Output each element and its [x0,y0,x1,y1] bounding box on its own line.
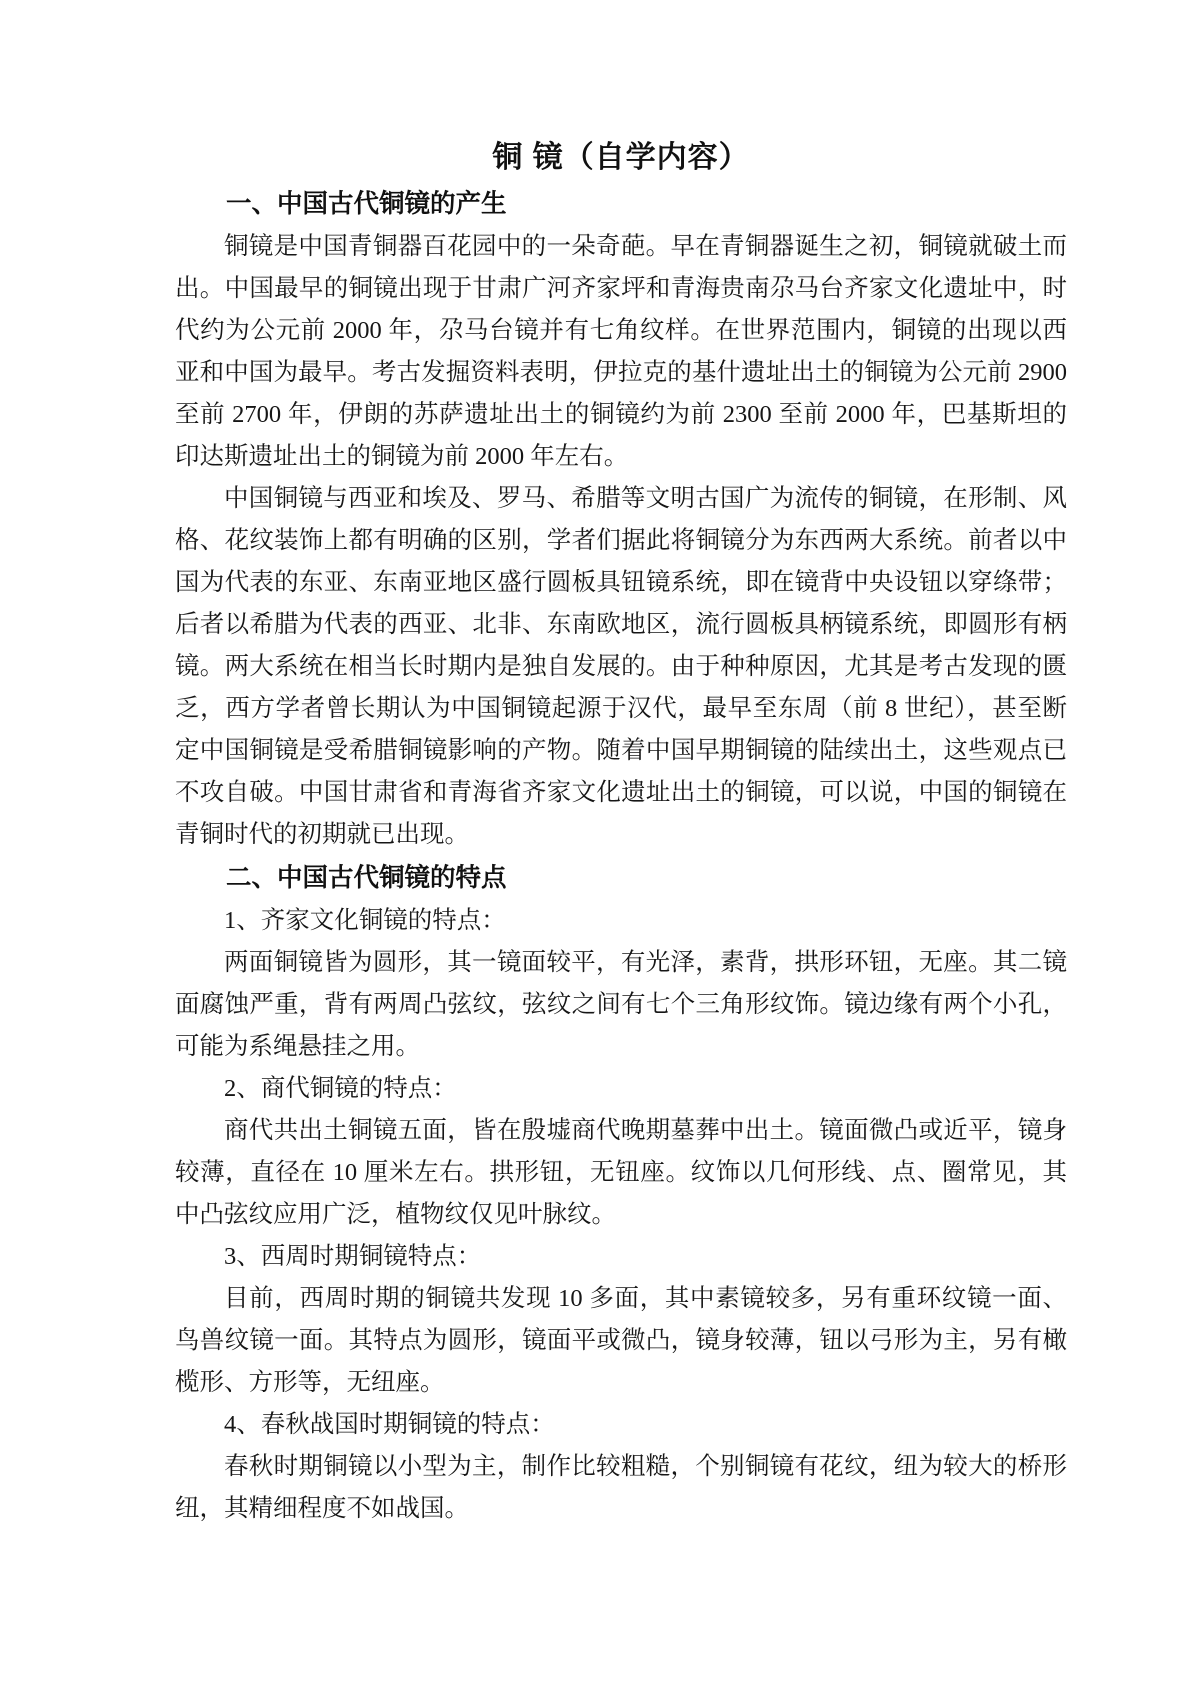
item-2-label: 2、商代铜镜的特点： [224,1075,457,1102]
page-content [175,134,1067,1530]
section-1-paragraph-1: 铜镜是中国青铜器百花园中的一朵奇葩。早在青铜器诞生之初，铜镜就破土而出。中国最早的铜镜出现于甘肃广河齐家坪和青海贵南尕马台齐家文化遗址中，时代约为公元前 2000 年，尕马台镜并有七角纹样。在世界范围内，铜镜的出现以西亚和中国为最早。考古发掘资料表明，伊拉克的基什遗址出土的铜镜为公元前 2900 至前 2700 年，伊朗的苏萨遗址出土的铜镜约为前 2300 至前 2000 年，巴基斯坦的印达斯遗址出土的铜镜为前 2000 年左右。 [175,233,1067,470]
item-1-label: 1、齐家文化铜镜的特点： [224,907,506,934]
item-3-body: 目前，西周时期的铜镜共发现 10 多面，其中素镜较多，另有重环纹镜一面、鸟兽纹镜一面。其特点为圆形，镜面平或微凸，镜身较薄，钮以弓形为主，另有橄榄形、方形等，无纽座。 [175,1285,1067,1396]
item-4-body: 春秋时期铜镜以小型为主，制作比较粗糙，个别铜镜有花纹，纽为较大的桥形纽，其精细程度不如战国。 [175,1453,1067,1522]
item-3-label: 3、西周时期铜镜特点： [224,1243,482,1270]
section-1-paragraph-2: 中国铜镜与西亚和埃及、罗马、希腊等文明古国广为流传的铜镜，在形制、风格、花纹装饰上都有明确的区别，学者们据此将铜镜分为东西两大系统。前者以中国为代表的东亚、东南亚地区盛行圆板具钮镜系统，即在镜背中央设钮以穿绦带；后者以希腊为代表的西亚、北非、东南欧地区，流行圆板具柄镜系统，即圆形有柄镜。两大系统在相当长时期内是独自发展的。由于种种原因，尤其是考古发现的匮乏，西方学者曾长期认为中国铜镜起源于汉代，最早至东周（前 8 世纪），甚至断定中国铜镜是受希腊铜镜影响的产物。随着中国早期铜镜的陆续出土，这些观点已不攻自破。中国甘肃省和青海省齐家文化遗址出土的铜镜，可以说，中国的铜镜在青铜时代的初期就已出现。 [175,485,1067,848]
item-1-body: 两面铜镜皆为圆形，其一镜面较平，有光泽，素背，拱形环钮，无座。其二镜面腐蚀严重，背有两周凸弦纹，弦纹之间有七个三角形纹饰。镜边缘有两个小孔，可能为系绳悬挂之用。 [175,949,1067,1060]
document-title: 铜 镜（自学内容） [492,141,750,174]
section-2-heading: 二、中国古代铜镜的特点 [226,864,507,892]
item-2-body: 商代共出土铜镜五面，皆在殷墟商代晚期墓葬中出土。镜面微凸或近平，镜身较薄，直径在 10 厘米左右。拱形钮，无钮座。纹饰以几何形线、点、圈常见，其中凸弦纹应用广泛，植物纹仅见叶脉纹。 [175,1117,1067,1228]
section-1-heading: 一、中国古代铜镜的产生 [226,190,507,218]
item-4-label: 4、春秋战国时期铜镜的特点： [224,1411,555,1438]
